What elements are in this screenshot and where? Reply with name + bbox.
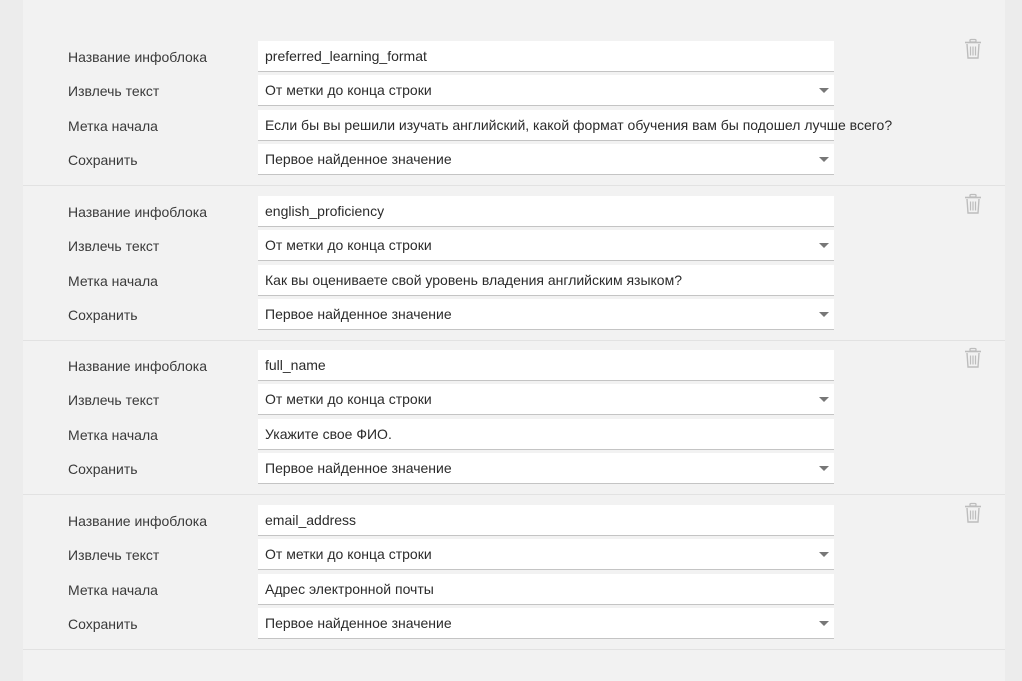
save-mode-row	[23, 298, 923, 332]
infoblock-name-input[interactable]	[258, 350, 834, 381]
save-mode-label: Сохранить	[68, 307, 138, 323]
infoblock-name-input[interactable]	[258, 505, 834, 536]
save-mode-value: Первое найденное значение	[265, 615, 452, 631]
save-mode-row	[23, 452, 923, 486]
trash-icon	[964, 348, 982, 368]
chevron-down-icon[interactable]	[819, 621, 829, 626]
infoblock-settings-panel	[23, 0, 1005, 681]
infoblock-name-row	[23, 504, 923, 538]
infoblock-name-row	[23, 195, 923, 229]
delete-infoblock-button[interactable]	[964, 39, 982, 59]
extract-text-label: Извлечь текст	[68, 392, 160, 408]
start-mark-input[interactable]	[258, 574, 834, 605]
chevron-down-icon[interactable]	[819, 552, 829, 557]
trash-icon	[964, 503, 982, 523]
extract-text-label: Извлечь текст	[68, 547, 160, 563]
infoblock-name-value: english_proficiency	[265, 203, 385, 219]
chevron-down-icon[interactable]	[819, 157, 829, 162]
extract-text-select[interactable]	[258, 75, 834, 106]
save-mode-label: Сохранить	[68, 152, 138, 168]
infoblock-name-value: full_name	[265, 357, 326, 373]
save-mode-label: Сохранить	[68, 616, 138, 632]
save-mode-select[interactable]	[258, 608, 834, 639]
start-mark-input[interactable]	[258, 265, 834, 296]
infoblock-name-input[interactable]	[258, 41, 834, 72]
start-mark-value: Адрес электронной почты	[265, 581, 434, 597]
infoblock-name-label: Название инфоблока	[68, 513, 208, 529]
infoblock-name-label: Название инфоблока	[68, 358, 208, 374]
extract-text-select[interactable]	[258, 384, 834, 415]
trash-icon	[964, 194, 982, 214]
infoblock-card	[23, 31, 1005, 186]
save-mode-value: Первое найденное значение	[265, 306, 452, 322]
extract-text-row	[23, 74, 923, 108]
infoblock-name-label: Название инфоблока	[68, 49, 208, 65]
delete-infoblock-button[interactable]	[964, 348, 982, 368]
save-mode-value: Первое найденное значение	[265, 151, 452, 167]
start-mark-input[interactable]	[258, 110, 893, 141]
save-mode-value: Первое найденное значение	[265, 460, 452, 476]
start-mark-input[interactable]	[258, 419, 834, 450]
infoblock-name-label: Название инфоблока	[68, 204, 208, 220]
save-mode-row	[23, 607, 923, 641]
extract-text-label: Извлечь текст	[68, 238, 160, 254]
start-mark-row	[23, 109, 923, 143]
start-mark-label: Метка начала	[68, 273, 158, 289]
extract-text-value: От метки до конца строки	[265, 237, 432, 253]
save-mode-select[interactable]	[258, 144, 834, 175]
infoblock-card	[23, 495, 1005, 650]
extract-text-label: Извлечь текст	[68, 83, 160, 99]
trash-icon	[964, 39, 982, 59]
chevron-down-icon[interactable]	[819, 466, 829, 471]
extract-text-row	[23, 538, 923, 572]
infoblock-name-row	[23, 40, 923, 74]
start-mark-label: Метка начала	[68, 582, 158, 598]
start-mark-row	[23, 264, 923, 298]
infoblock-card	[23, 340, 1005, 495]
start-mark-label: Метка начала	[68, 427, 158, 443]
save-mode-row	[23, 143, 923, 177]
extract-text-value: От метки до конца строки	[265, 391, 432, 407]
infoblock-name-input[interactable]	[258, 196, 834, 227]
start-mark-label: Метка начала	[68, 118, 158, 134]
start-mark-value: Как вы оцениваете свой уровень владения английским языком?	[265, 272, 682, 288]
delete-infoblock-button[interactable]	[964, 503, 982, 523]
infoblock-card	[23, 186, 1005, 341]
save-mode-label: Сохранить	[68, 461, 138, 477]
extract-text-value: От метки до конца строки	[265, 546, 432, 562]
infoblock-name-value: preferred_learning_format	[265, 48, 427, 64]
delete-infoblock-button[interactable]	[964, 194, 982, 214]
extract-text-row	[23, 383, 923, 417]
start-mark-value: Укажите свое ФИО.	[265, 426, 392, 442]
infoblock-name-row	[23, 349, 923, 383]
save-mode-select[interactable]	[258, 299, 834, 330]
infoblock-name-value: email_address	[265, 512, 357, 528]
chevron-down-icon[interactable]	[819, 243, 829, 248]
extract-text-select[interactable]	[258, 230, 834, 261]
extract-text-select[interactable]	[258, 539, 834, 570]
start-mark-value: Если бы вы решили изучать английский, какой формат обучения вам бы подошел лучше всего?	[265, 117, 893, 133]
start-mark-row	[23, 573, 923, 607]
chevron-down-icon[interactable]	[819, 397, 829, 402]
save-mode-select[interactable]	[258, 453, 834, 484]
extract-text-value: От метки до конца строки	[265, 82, 432, 98]
chevron-down-icon[interactable]	[819, 312, 829, 317]
extract-text-row	[23, 229, 923, 263]
start-mark-row	[23, 418, 923, 452]
chevron-down-icon[interactable]	[819, 88, 829, 93]
